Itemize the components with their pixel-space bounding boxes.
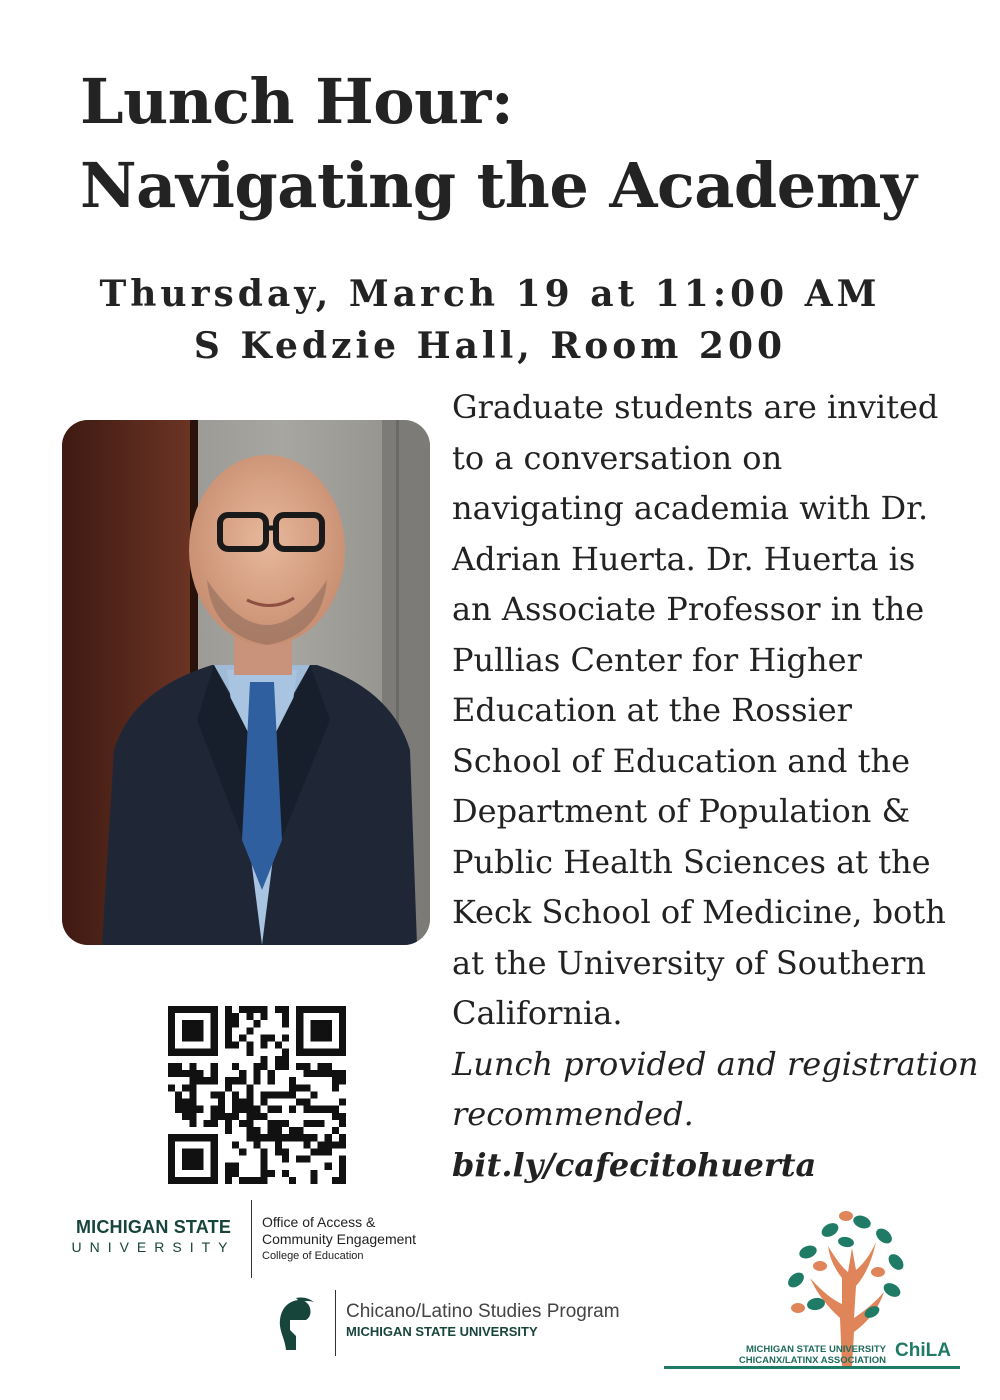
description-line: Education at the Rossier bbox=[452, 691, 852, 729]
speaker-photo-image bbox=[62, 420, 430, 945]
registration-link[interactable]: bit.ly/cafecitohuerta bbox=[452, 1145, 817, 1184]
page-title bbox=[80, 60, 980, 228]
description-line: Pullias Center for Higher bbox=[452, 640, 862, 679]
description-line: to a conversation on bbox=[452, 438, 783, 477]
description-line: at the University of Southern bbox=[452, 943, 926, 982]
chila-line-1: MICHIGAN STATE UNIVERSITY bbox=[745, 1344, 886, 1355]
title-line-2: Navigating the Academy bbox=[80, 149, 917, 222]
description-line: Adrian Huerta. Dr. Huerta is bbox=[452, 539, 916, 578]
chila-line-2: CHICANX/LATINX ASSOCIATION bbox=[738, 1355, 886, 1366]
chila-logo: ChiLA bbox=[895, 1340, 951, 1361]
office-line-2: Community Engagement bbox=[262, 1231, 417, 1247]
clsp-line-2: MICHIGAN STATE UNIVERSITY bbox=[346, 1324, 538, 1339]
description-line: Department of Population & bbox=[452, 792, 911, 830]
speaker-photo bbox=[62, 420, 430, 945]
description-line: Keck School of Medicine, both bbox=[452, 893, 946, 931]
description bbox=[452, 382, 982, 1190]
msu-wordmark-line-1: MICHIGAN STATE bbox=[75, 1217, 232, 1237]
clsp-line-1: Chicano/Latino Studies Program bbox=[346, 1301, 620, 1322]
clsp-label bbox=[346, 1301, 620, 1341]
event-datetime: Thursday, March 19 at 11:00 AM bbox=[99, 273, 881, 315]
event-location: S Kedzie Hall, Room 200 bbox=[193, 325, 787, 367]
msu-wordmark-line-2: UNIVERSITY bbox=[71, 1239, 236, 1255]
description-line: navigating academia with Dr. bbox=[452, 489, 929, 527]
qr-code-icon[interactable] bbox=[168, 1006, 346, 1184]
description-line: Public Health Sciences at the bbox=[452, 842, 931, 881]
footer-divider bbox=[335, 1290, 336, 1356]
msu-wordmark bbox=[66, 1217, 241, 1255]
description-line: Graduate students are invited bbox=[452, 388, 939, 426]
description-line: School of Education and the bbox=[452, 741, 911, 780]
office-line-1: Office of Access & bbox=[262, 1214, 376, 1230]
lunch-note-line: Lunch provided and registration bbox=[452, 1044, 979, 1083]
footer-divider bbox=[251, 1200, 252, 1278]
chila-underline bbox=[664, 1366, 960, 1369]
spartan-helmet-icon bbox=[276, 1296, 320, 1354]
office-label bbox=[262, 1214, 416, 1264]
lunch-note-line: recommended. bbox=[452, 1095, 694, 1133]
event-info bbox=[40, 268, 940, 372]
description-line: an Associate Professor in the bbox=[452, 590, 925, 628]
title-line-1: Lunch Hour: bbox=[80, 65, 514, 138]
chila-caption bbox=[668, 1344, 886, 1366]
office-line-3: College of Education bbox=[262, 1250, 364, 1262]
description-line: California. bbox=[452, 994, 623, 1032]
